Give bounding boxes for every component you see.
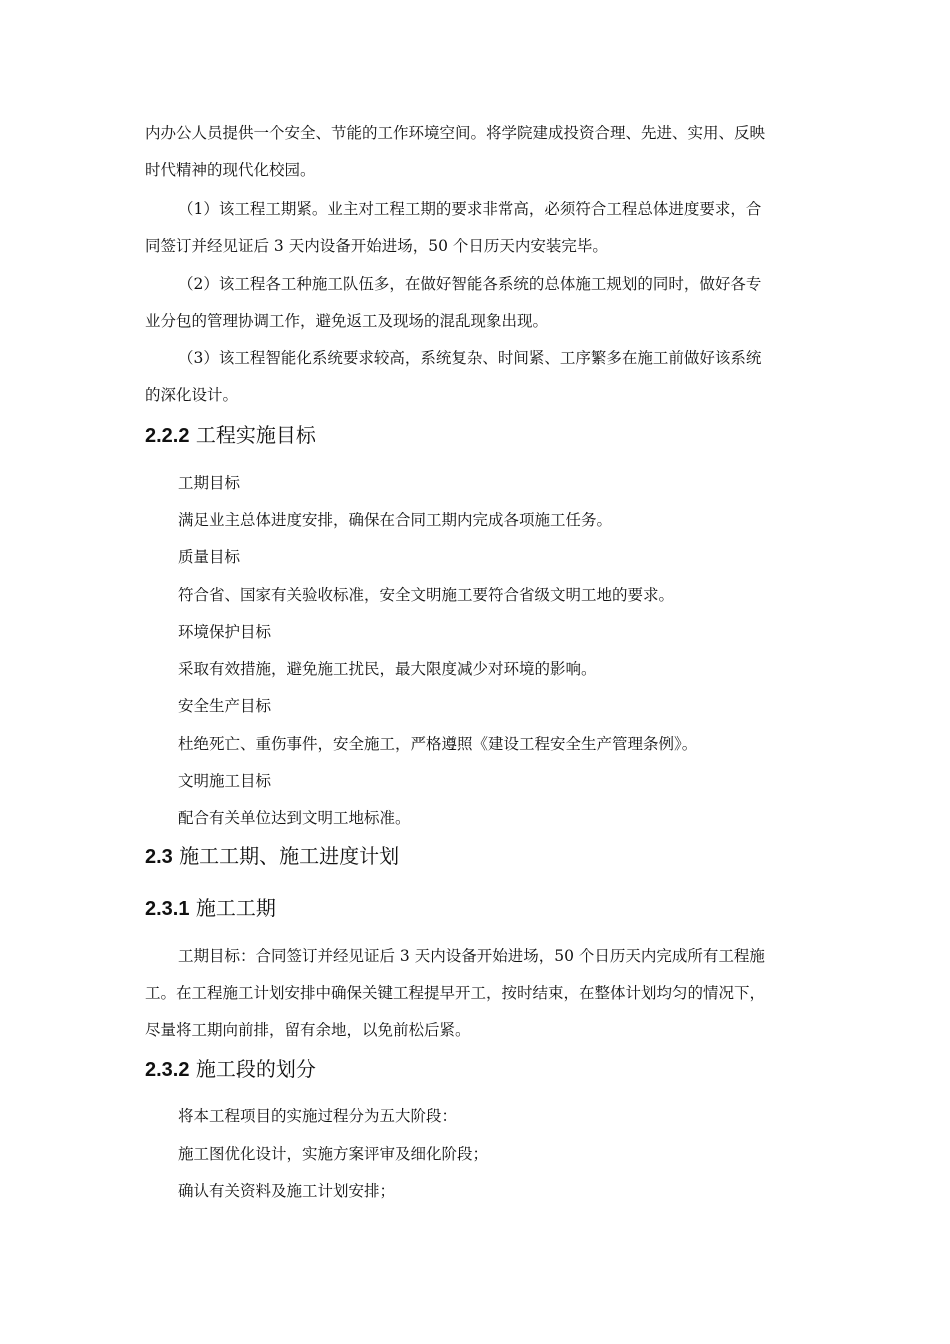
heading-2-3-2 [145,1056,316,1083]
heading-number: 2.3 [145,846,173,868]
schedule-line-3: 尽量将工期向前排，留有余地，以免前松后紧。 [145,1021,471,1039]
phases-intro: 将本工程项目的实施过程分为五大阶段： [178,1107,458,1125]
heading-title: 施工工期 [195,896,276,920]
item3-line-1: （3）该工程智能化系统要求较高，系统复杂、时间紧、工序繁多在施工前做好该系统 [178,349,762,367]
heading-2-3-1 [145,895,276,922]
heading-title: 施工段的划分 [195,1057,316,1081]
goal-text: 满足业主总体进度安排，确保在合同工期内完成各项施工任务。 [178,511,613,529]
goal-label: 文明施工目标 [178,772,272,790]
heading-number: 2.3.2 [145,1059,190,1081]
heading-number: 2.3.1 [145,898,190,920]
heading-title: 施工工期、施工进度计划 [179,844,400,868]
item2-line-2: 业分包的管理协调工作，避免返工及现场的混乱现象出现。 [145,312,549,330]
goal-label: 环境保护目标 [178,623,272,641]
goal-text: 配合有关单位达到文明工地标准。 [178,809,411,827]
phase-item: 确认有关资料及施工计划安排； [178,1182,396,1200]
heading-2-2-2 [145,422,316,449]
schedule-line-1: 工期目标：合同签订并经见证后 3 天内设备开始进场，50 个日历天内完成所有工程施 [178,947,765,965]
goal-text: 杜绝死亡、重伤事件，安全施工，严格遵照《建设工程安全生产管理条例》。 [178,735,698,753]
item2-line-1: （2）该工程各工种施工队伍多，在做好智能各系统的总体施工规划的同时，做好各专 [178,275,762,293]
heading-2-3 [145,843,399,870]
item3-line-2: 的深化设计。 [145,386,239,404]
phase-item: 施工图优化设计，实施方案评审及细化阶段； [178,1145,489,1163]
heading-title: 工程实施目标 [195,423,316,447]
goal-text: 符合省、国家有关验收标准，安全文明施工要符合省级文明工地的要求。 [178,586,675,604]
goal-label: 工期目标 [178,474,241,492]
goal-label: 质量目标 [178,548,241,566]
item1-line-1: （1）该工程工期紧。业主对工程工期的要求非常高，必须符合工程总体进度要求，合 [178,200,762,218]
goal-text: 采取有效措施，避免施工扰民，最大限度减少对环境的影响。 [178,660,597,678]
item1-line-2: 同签订并经见证后 3 天内设备开始进场，50 个日历天内安装完毕。 [145,237,608,255]
heading-number: 2.2.2 [145,425,190,447]
intro-line-2: 时代精神的现代化校园。 [145,161,316,179]
intro-line-1: 内办公人员提供一个安全、节能的工作环境空间。将学院建成投资合理、先进、实用、反映 [145,124,766,142]
goal-label: 安全生产目标 [178,697,272,715]
schedule-line-2: 工。在工程施工计划安排中确保关键工程提早开工，按时结束，在整体计划均匀的情况下， [145,984,766,1002]
